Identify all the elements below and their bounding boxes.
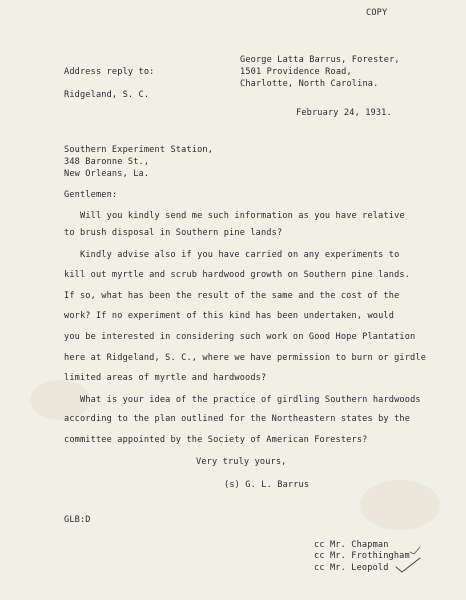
typist-initials: GLB:D <box>64 515 91 525</box>
body-line: limited areas of myrtle and hardwoods? <box>64 373 267 383</box>
salutation: Gentlemen: <box>64 190 118 200</box>
sender-name: George Latta Barrus, Forester, <box>240 55 400 65</box>
body-line: committee appointed by the Society of American Foresters? <box>64 435 368 445</box>
handwritten-check-mark-icon <box>394 554 424 576</box>
copy-mark: COPY <box>366 8 388 18</box>
body-line: to brush disposal in Southern pine lands? <box>64 228 283 238</box>
body-line: If so, what has been the result of the same and the cost of the <box>64 291 400 301</box>
sender-street: 1501 Providence Road, <box>240 67 352 77</box>
body-line: work? If no experiment of this kind has been undertaken, would <box>64 311 395 321</box>
body-line: you be interested in considering such work on Good Hope Plantation <box>64 332 416 342</box>
closing: Very truly yours, <box>196 457 287 467</box>
handwritten-tick-icon <box>408 544 422 556</box>
reply-to-place: Ridgeland, S. C. <box>64 90 150 100</box>
recipient-line-2: 348 Baronne St., <box>64 157 150 167</box>
body-line: kill out myrtle and scrub hardwood growth on Southern pine lands. <box>64 270 411 280</box>
body-line: Kindly advise also if you have carried on any experiments to <box>80 250 400 260</box>
letter-date: February 24, 1931. <box>296 108 392 118</box>
cc-line: cc Mr. Leopold <box>314 563 389 573</box>
sender-city: Charlotte, North Carolina. <box>240 79 379 89</box>
body-line: What is your idea of the practice of girdling Southern hardwoods <box>80 395 421 405</box>
body-line: Will you kindly send me such information as you have relative <box>80 211 405 221</box>
recipient-line-3: New Orleans, La. <box>64 169 150 179</box>
body-line: here at Ridgeland, S. C., where we have permission to burn or girdle <box>64 353 427 363</box>
cc-line: cc Mr. Frothingham <box>314 551 410 561</box>
body-line: according to the plan outlined for the Northeastern states by the <box>64 414 411 424</box>
recipient-line-1: Southern Experiment Station, <box>64 145 214 155</box>
signature: (s) G. L. Barrus <box>224 480 310 490</box>
cc-line: cc Mr. Chapman <box>314 540 389 550</box>
reply-to-label: Address reply to: <box>64 67 155 77</box>
paper-stain <box>360 480 440 530</box>
